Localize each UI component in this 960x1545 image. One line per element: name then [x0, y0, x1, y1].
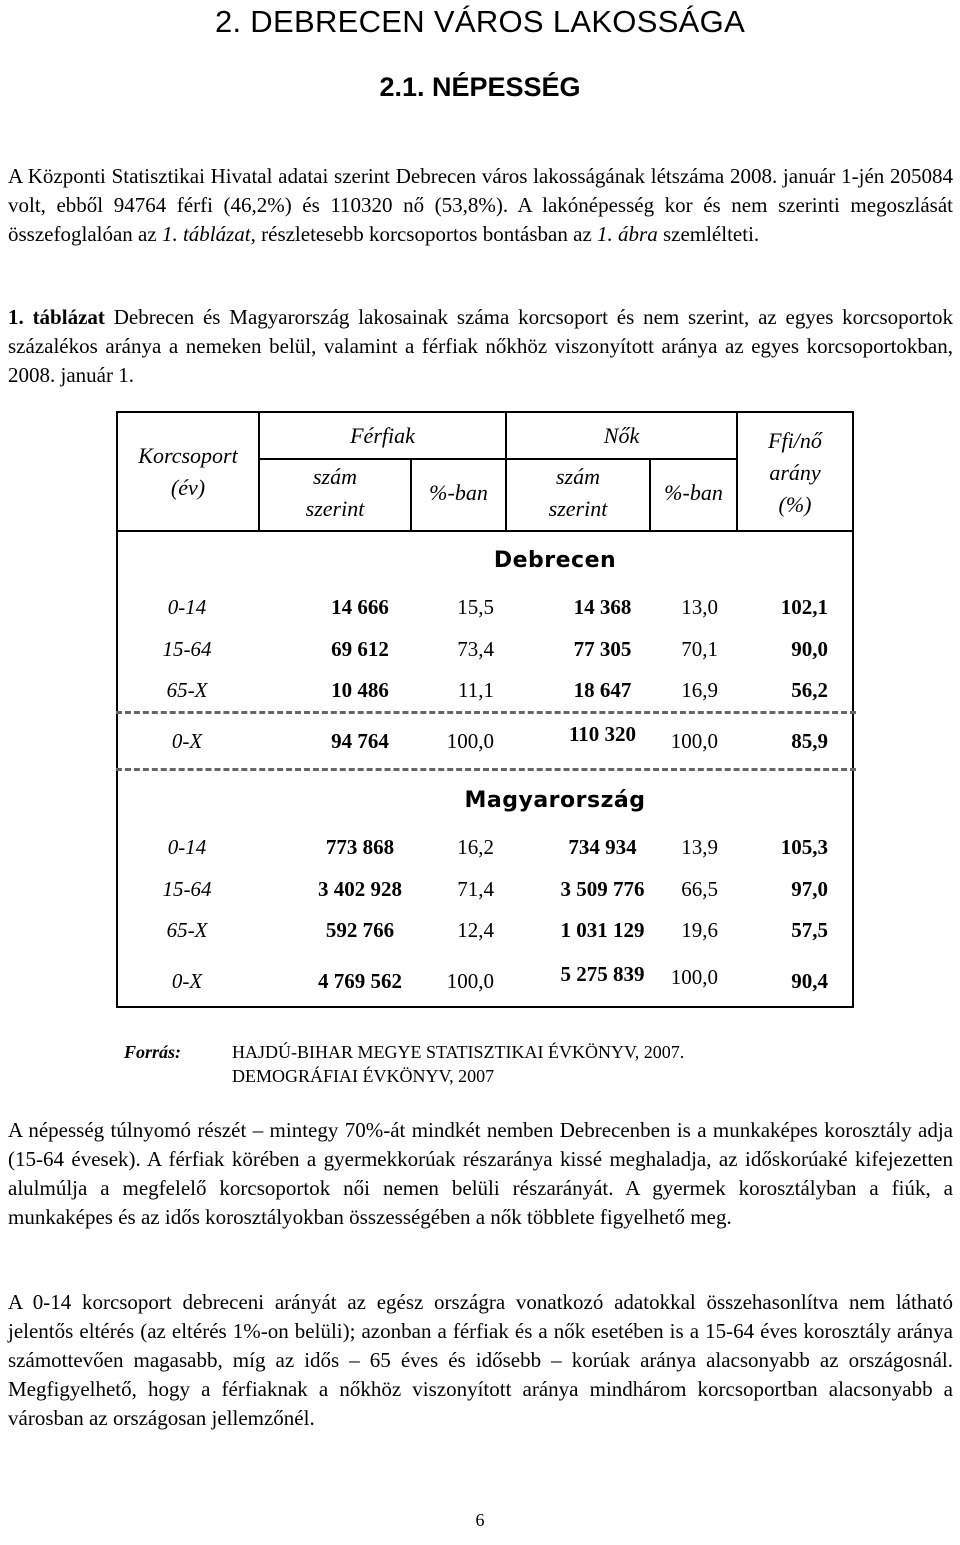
table-total-row: 0-X 94 764 100,0 110 320 100,0 85,9	[171, 722, 828, 753]
table-row: 0-14 14 666 15,5 14 368 13,0 102,1	[167, 595, 828, 619]
header-women: Nők	[603, 423, 640, 448]
source-label: Forrás:	[124, 1042, 182, 1062]
figure-reference: 1. ábra	[597, 222, 658, 246]
dashed-divider	[116, 711, 856, 714]
table-caption-label: 1. táblázat	[8, 305, 105, 329]
table-caption: 1. táblázat Debrecen és Magyarország lakosainak száma korcsoport és nem szerint, az egyes korcsoportok százalékos aránya a nemeken belül, valamint a férfiak nőkhöz viszonyított aránya az egyes korcsoportokban, 2008. január 1.	[8, 305, 953, 387]
table-row: 65-X 592 766 12,4 1 031 129 19,6 57,5	[166, 918, 828, 942]
page-title: 2. DEBRECEN VÁROS LAKOSSÁGA	[214, 4, 746, 39]
header-men-pct: %-ban	[429, 480, 488, 505]
section-title: 2.1. NÉPESSÉG	[379, 72, 581, 102]
body-paragraph: A 0-14 korcsoport debreceni arányát az egész országra vonatkozó adatokkal összehasonlítva nem látható jelentős eltérés (az eltérés 1%-on belüli); azonban a férfiak és a nők esetében is a 15-64 éves korosztály aránya számottevően magasabb, míg az idős – 65 éves és idősebb – korúak aránya alacsonyabb az országosnál. Megfigyelhető, hogy a férfiaknak a nőkhöz viszonyított aránya mindhárom korcsoportban alacsonyabb a városban az országosan jellemzőnél.	[8, 1290, 953, 1430]
table-row: 65-X 10 486 11,1 18 647 16,9 56,2	[166, 678, 828, 702]
table-row: 15-64 3 402 928 71,4 3 509 776 66,5 97,0	[162, 877, 828, 901]
header-ratio: Ffi/nő arány (%)	[768, 428, 822, 517]
page-number: 6	[475, 1510, 485, 1530]
intro-paragraph: A Központi Statisztikai Hivatal adatai szerint Debrecen város lakosságának létszáma 2008. január 1-jén 205084 volt, ebből 94764 férfi (46,2%) és 110320 nő (53,8%). A lakónépesség kor és nem szerinti megoszlását összefoglalóan az 1. táblázat, részletesebb korcsoportos bontásban az 1. ábra szemlélteti.	[8, 164, 953, 246]
header-women-count: szám szerint	[548, 464, 608, 521]
header-men: Férfiak	[350, 423, 415, 448]
body-paragraph: A népesség túlnyomó részét – mintegy 70%-át mindkét nemben Debrecenben is a munkaképes korosztály adja (15-64 évesek). A férfiak körében a gyermekkorúak részaránya kissé meghaladja, az időskorúaké kifejezetten alulmúlja a megfelelő korcsoportok női nemen belüli részarányát. A gyermek korosztályban a fiúk, a munkaképes és az idős korosztályokban összességében a nők többlete figyelhető meg.	[8, 1118, 953, 1229]
table-reference: 1. táblázat	[161, 222, 251, 246]
header-age: Korcsoport (év)	[138, 443, 238, 500]
header-men-count: szám szerint	[305, 464, 365, 521]
table-row: 15-64 69 612 73,4 77 305 70,1 90,0	[162, 637, 828, 661]
table-row: 0-14 773 868 16,2 734 934 13,9 105,3	[167, 835, 828, 859]
dashed-divider	[116, 768, 856, 771]
source-text: HAJDÚ-BIHAR MEGYE STATISZTIKAI ÉVKÖNYV, 2007. DEMOGRÁFIAI ÉVKÖNYV, 2007	[232, 1042, 685, 1086]
section-title-debrecen: Debrecen	[493, 548, 617, 573]
table-total-row: 0-X 4 769 562 100,0 5 275 839 100,0 90,4	[171, 962, 828, 993]
section-title-hungary: Magyarország	[464, 788, 646, 813]
header-women-pct: %-ban	[664, 480, 723, 505]
